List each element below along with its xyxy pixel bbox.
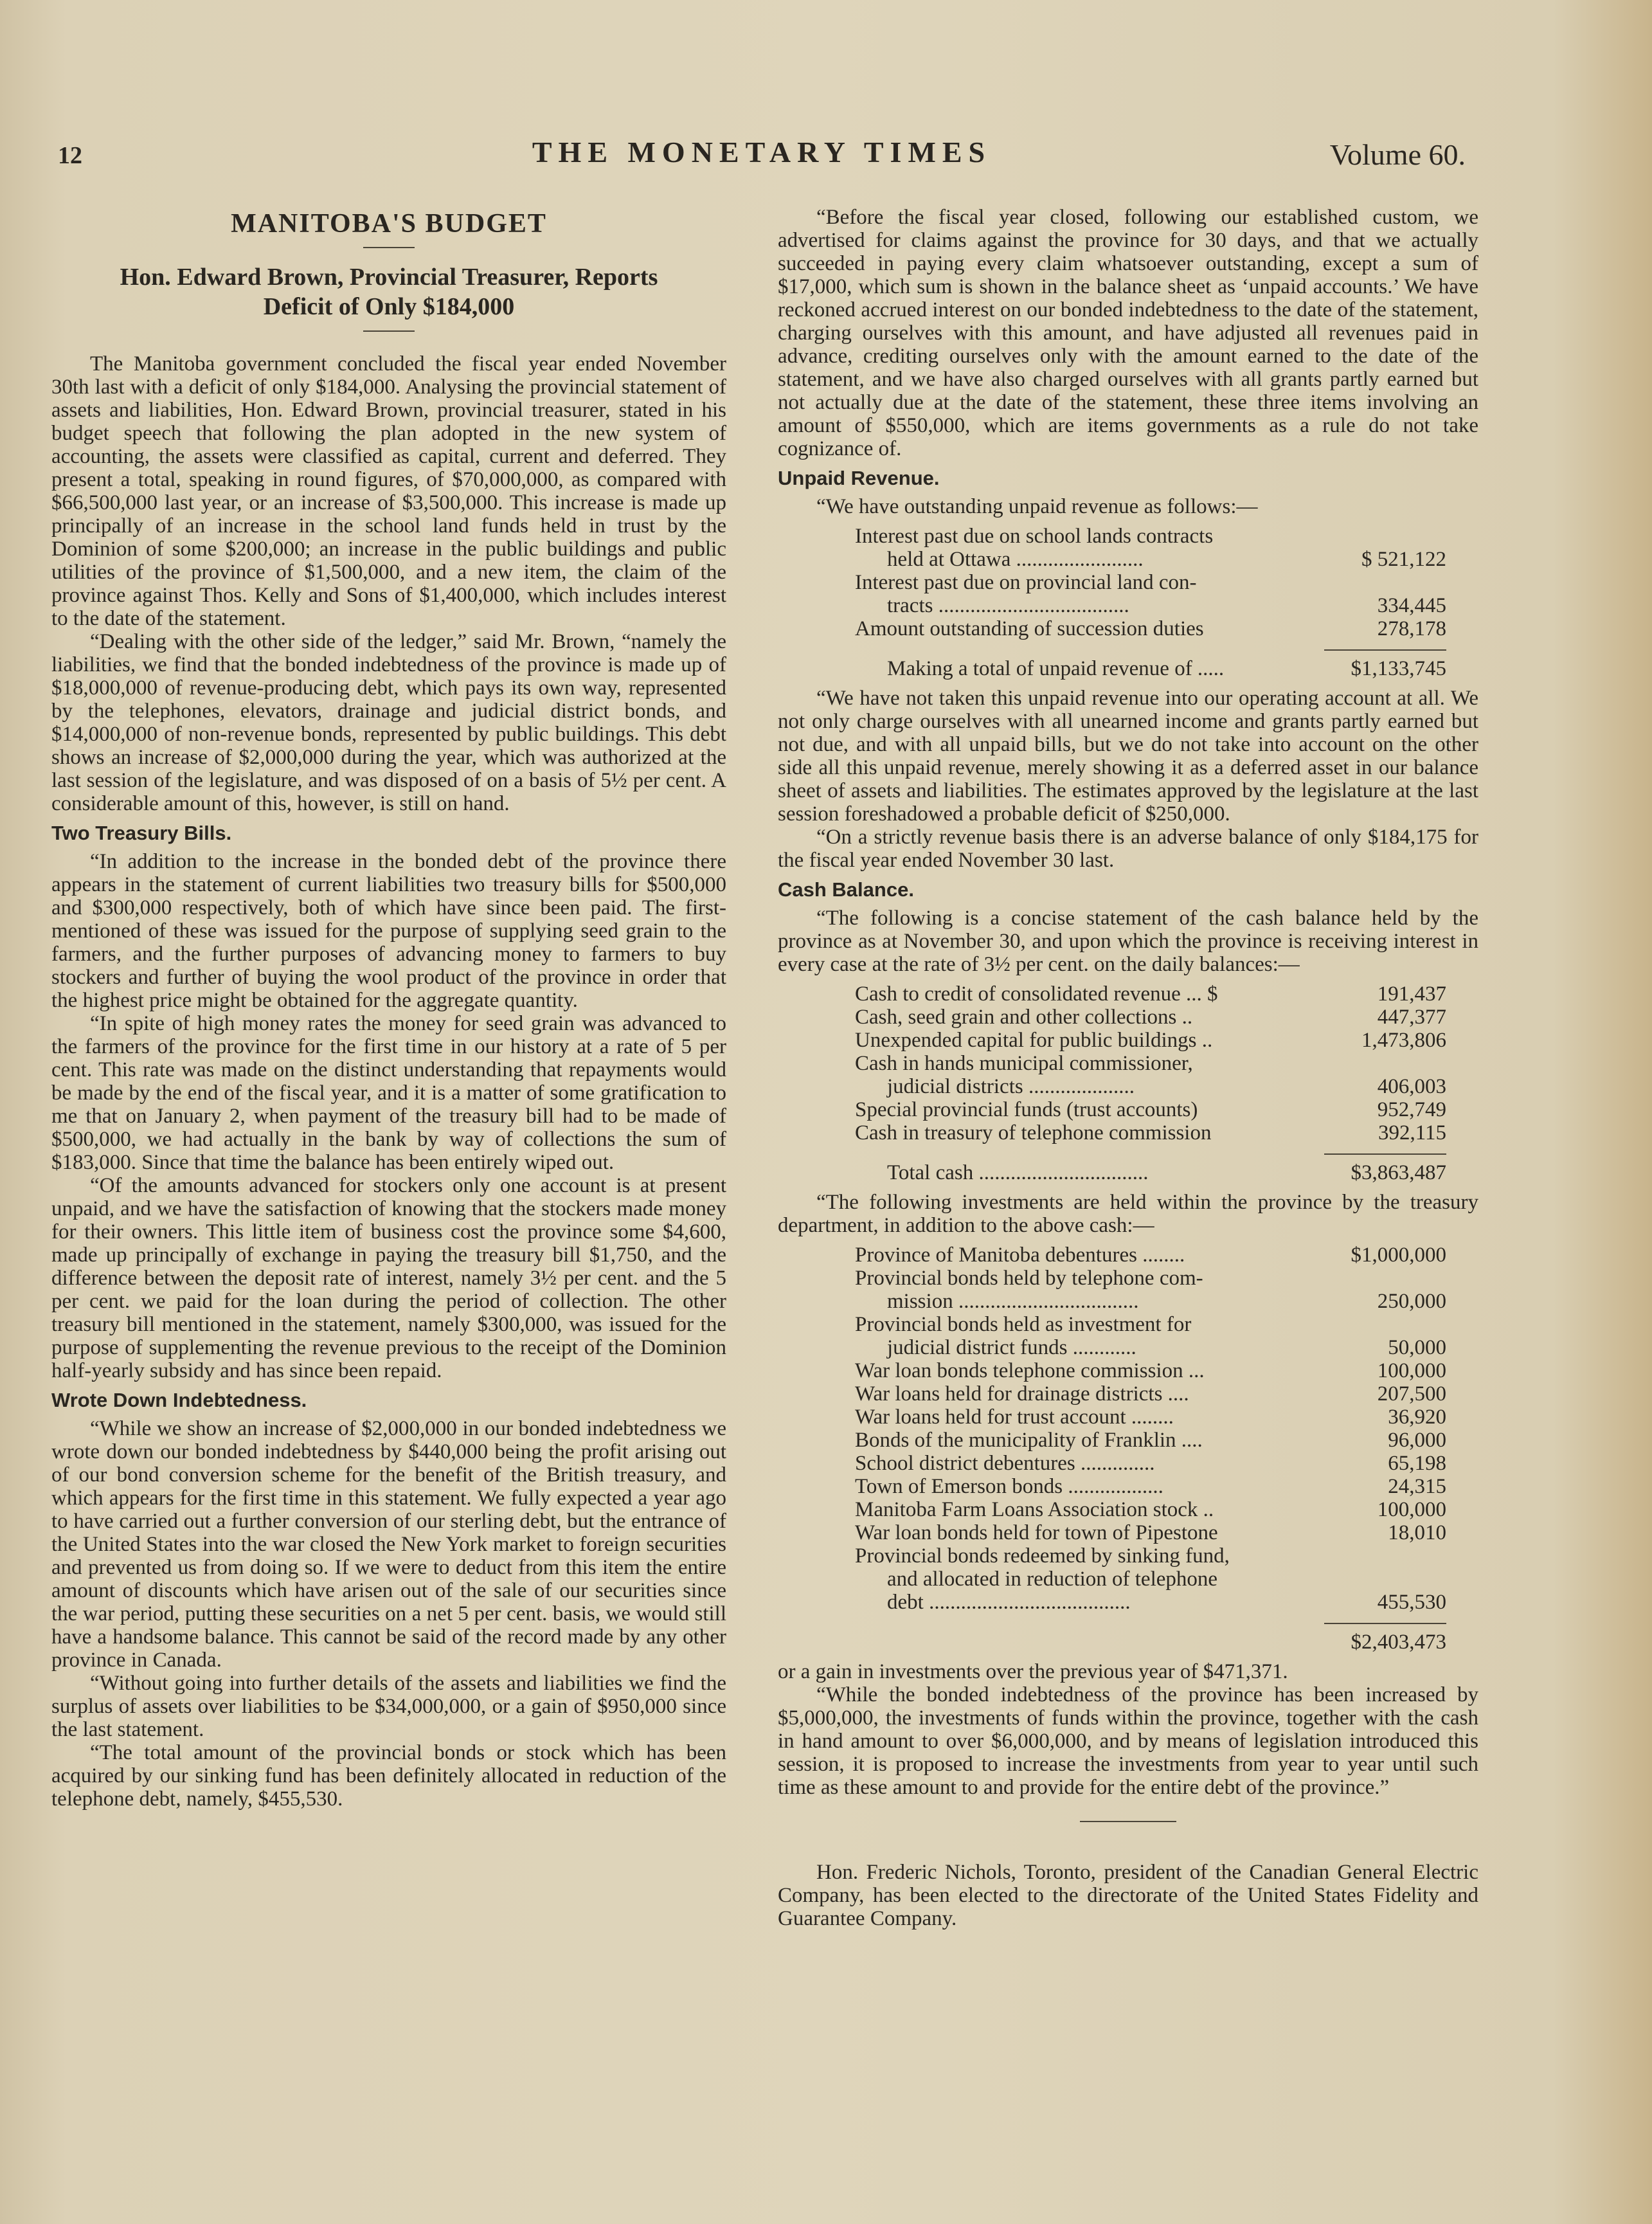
title-rule: [363, 247, 415, 248]
ledger-label: Interest past due on school lands contracts: [855, 525, 1214, 548]
ledger-label: Cash in treasury of telephone commission: [855, 1121, 1212, 1144]
ledger-total-label: Making a total of unpaid revenue of .....: [887, 657, 1225, 680]
ledger-label: War loan bonds telephone commission ...: [855, 1359, 1205, 1382]
unpaid-revenue-table: [855, 525, 1446, 680]
paragraph: “In spite of high money rates the money for seed grain was advanced to the farmers of the province for the first time in our history at a rate of 5 per cent. This rate was made on the distinct understanding that repayments would be made by the end of the fiscal year, and it is a matter of some gratification to me that on January 2, when payment of the treasury bill had to be made of $500,000, we had actually in the bank by way of collections the sum of $183,000. Since that time the balance has been entirely wiped out.: [51, 1012, 726, 1174]
page-number: 12: [58, 142, 82, 169]
section-heading-unpaid-revenue: Unpaid Revenue.: [778, 467, 940, 489]
ledger-label: Province of Manitoba debentures ........: [855, 1243, 1185, 1267]
ledger-label: Interest past due on provincial land con-: [855, 571, 1197, 594]
paragraph: “Dealing with the other side of the ledger,” said Mr. Brown, “namely the liabilities, we find that the bonded indebtedness of the province is made up of $18,000,000 of revenue-producing debt, which pays its own way, represented by the telephones, elevators, drainage and judicial district bonds, and $14,000,000 of non-revenue bonds, represented by public buildings. This debt shows an increase of $2,000,000 during the year, which was authorized at the last session of the legislature, and was disposed of on a basis of 5½ per cent. A considerable amount of this, however, is still on hand.: [51, 630, 726, 815]
ledger-label: School district debentures ..............: [855, 1452, 1155, 1475]
left-column: [51, 206, 726, 1811]
ledger-row: [855, 594, 1446, 617]
paragraph: “Without going into further details of the assets and liabilities we find the surplus of assets over liabilities to be $34,000,000, or a gain of $950,000 since the last statement.: [51, 1672, 726, 1741]
article-end-rule: [1080, 1821, 1176, 1822]
news-note: Hon. Frederic Nichols, Toronto, president of the Canadian General Electric Company, has been elected to the directorate of the United States Fidelity and Guarantee Company.: [778, 1861, 1478, 1930]
ledger-label: Cash in hands municipal commissioner,: [855, 1052, 1193, 1075]
ledger-amount: 455,530: [1377, 1591, 1446, 1614]
ledger-row: [855, 1290, 1446, 1313]
article-title: MANITOBA'S BUDGET: [231, 209, 547, 239]
ledger-label: Amount outstanding of succession duties: [855, 617, 1204, 640]
ledger-amount: 18,010: [1388, 1521, 1446, 1544]
ledger-amount: $ 521,122: [1361, 548, 1446, 571]
paragraph: “In addition to the increase in the bonded debt of the province there appears in the statement of current liabilities two treasury bills for $500,000 and $300,000 respectively, both of which have since been paid. The first-mentioned of these was issued for the purpose of supplying seed grain to the farmers, and the further purposes of advancing money to farmers to buy stockers and further of buying the wool product of the province in order that the highest price might be obtained for the aggregate quantity.: [51, 850, 726, 1012]
paragraph: “While we show an increase of $2,000,000 in our bonded indebtedness we wrote down our bonded indebtedness by $440,000 being the profit arising out of our bond conversion scheme for the benefit of the British treasury, and which appears for the first time in this statement. We fully expected a year ago to have carried out a further conversion of our sterling debt, but the entrance of the United States into the war closed the New York market to foreign securities and prevented us from doing so. If we were to deduct from this item the entire amount of discounts which have arisen out of the sale of our securities since the war period, putting these securities on a net 5 per cent. basis, we would still have a handsome balance. This cannot be said of the record made by any other province in Canada.: [51, 1417, 726, 1672]
ledger-amount: 250,000: [1377, 1290, 1446, 1313]
subtitle-rule: [363, 330, 415, 332]
ledger-label: Cash, seed grain and other collections ..: [855, 1006, 1193, 1029]
ledger-total-label: Total cash ................................: [887, 1161, 1149, 1184]
ledger-amount: 96,000: [1388, 1429, 1446, 1452]
ledger-row: [855, 1121, 1446, 1144]
ledger-amount: 278,178: [1377, 617, 1446, 640]
ledger-total-row: [855, 1631, 1446, 1654]
ledger-amount: 100,000: [1377, 1498, 1446, 1521]
ledger-row: [855, 1336, 1446, 1359]
paragraph: “The following investments are held within the province by the treasury department, in addition to the above cash:—: [778, 1191, 1478, 1237]
section-heading-cash-balance: Cash Balance.: [778, 878, 914, 901]
ledger-row: [855, 1498, 1446, 1521]
ledger-row: [855, 548, 1446, 571]
ledger-total-row: [855, 1161, 1446, 1184]
ledger-amount: 50,000: [1388, 1336, 1446, 1359]
ledger-label: Cash to credit of consolidated revenue ... $: [855, 982, 1218, 1006]
ledger-row: [855, 1075, 1446, 1098]
ledger-row: [855, 617, 1446, 640]
paragraph: or a gain in investments over the previous year of $471,371.: [778, 1660, 1288, 1683]
ledger-label: War loans held for drainage districts ....: [855, 1382, 1189, 1406]
ledger-row: [855, 1521, 1446, 1544]
investments-table: [855, 1243, 1446, 1654]
ledger-total-row: [855, 657, 1446, 680]
ledger-row: [855, 982, 1446, 1006]
ledger-row: [855, 1475, 1446, 1498]
journal-title: THE MONETARY TIMES: [532, 136, 992, 168]
ledger-label: Bonds of the municipality of Franklin ....: [855, 1429, 1203, 1452]
subtitle-line-1: Hon. Edward Brown, Provincial Treasurer, Reports: [120, 264, 658, 291]
ledger-total-amount: $2,403,473: [1351, 1631, 1446, 1654]
ledger-label: War loans held for trust account ........: [855, 1406, 1174, 1429]
ledger-label: Unexpended capital for public buildings ..: [855, 1029, 1213, 1052]
ledger-amount: 1,473,806: [1361, 1029, 1446, 1052]
ledger-row: [855, 1406, 1446, 1429]
ledger-amount: 392,115: [1378, 1121, 1446, 1144]
ledger-row: [855, 1006, 1446, 1029]
ledger-amount: 207,500: [1377, 1382, 1446, 1406]
paragraph: “The following is a concise statement of the cash balance held by the province as at November 30, and upon which the province is receiving interest in every case at the rate of 3½ per cent. on the daily balances:—: [778, 907, 1478, 976]
right-column: [778, 206, 1478, 1930]
ledger-row: [855, 1452, 1446, 1475]
ledger-amount: 334,445: [1377, 594, 1446, 617]
ledger-row: [855, 1591, 1446, 1614]
ledger-amount: 952,749: [1377, 1098, 1446, 1121]
running-header: [58, 135, 1466, 174]
ledger-label: judicial districts ....................: [887, 1075, 1135, 1098]
ledger-label: mission ..................................: [887, 1290, 1139, 1313]
ledger-label: Special provincial funds (trust accounts): [855, 1098, 1198, 1121]
ledger-label: Town of Emerson bonds ..................: [855, 1475, 1163, 1498]
paragraph: “On a strictly revenue basis there is an adverse balance of only $184,175 for the fiscal year ended November 30 last.: [778, 826, 1478, 872]
ledger-label: Provincial bonds held by telephone com-: [855, 1267, 1203, 1290]
ledger-amount: 100,000: [1377, 1359, 1446, 1382]
section-heading-treasury-bills: Two Treasury Bills.: [51, 822, 232, 844]
ledger-label: debt ......................................: [887, 1591, 1131, 1614]
cash-balance-table: [855, 982, 1446, 1184]
paragraph: “Of the amounts advanced for stockers only one account is at present unpaid, and we have the satisfaction of knowing that the stockers made money for their owners. This little item of business cost the province some $4,600, made up principally of exchange in paying the treasury bill $1,750, and the difference between the deposit rate of interest, namely 3½ per cent. and the 5 per cent. we paid for the loan during the period of collection. The other treasury bill mentioned in the statement, namely $300,000, was issued for the purpose of supplementing the revenue previous to the receipt of the Dominion half-yearly subsidy and has since been repaid.: [51, 1174, 726, 1382]
ledger-row: [855, 1267, 1446, 1290]
ledger-row: [855, 525, 1446, 548]
ledger-amount: 36,920: [1388, 1406, 1446, 1429]
volume-label: Volume 60.: [1329, 138, 1466, 171]
ledger-total-amount: $1,133,745: [1351, 657, 1446, 680]
total-rule: [1324, 649, 1446, 651]
subtitle-line-2: Deficit of Only $184,000: [263, 293, 515, 320]
ledger-row: [855, 1029, 1446, 1052]
paragraph: “While the bonded indebtedness of the province has been increased by $5,000,000, the investments of funds within the province, together with the cash in hand amount to over $6,000,000, and by means of legislation introduced this session, it is proposed to increase the investments from year to year until such time as these amount to and provide for the entire debt of the province.”: [778, 1683, 1478, 1799]
ledger-row: [855, 1098, 1446, 1121]
ledger-label: War loan bonds held for town of Pipestone: [855, 1521, 1218, 1544]
ledger-label: Provincial bonds redeemed by sinking fund,: [855, 1544, 1230, 1568]
ledger-row: [855, 1544, 1446, 1568]
ledger-row: [855, 1052, 1446, 1075]
ledger-label: judicial district funds ............: [887, 1336, 1136, 1359]
ledger-amount: $1,000,000: [1351, 1243, 1446, 1267]
total-rule: [1324, 1623, 1446, 1624]
paragraph: “Before the fiscal year closed, following our established custom, we advertised for claims against the province for 30 days, and that we actually succeeded in paying every claim whatsoever outstanding, except a sum of $17,000, which sum is shown in the balance sheet as ‘unpaid accounts.’ We have reckoned accrued interest on our bonded indebtedness to the date of the statement, charging ourselves with this amount, and have adjusted all revenues paid in advance, crediting ourselves only with the amount earned to the date of the statement, and we have also charged ourselves with all grants partly earned but not actually due at the date of the statement, these three items involving an amount of $550,000, which are items governments as a rule do not take cognizance of.: [778, 206, 1478, 460]
paragraph: The Manitoba government concluded the fiscal year ended November 30th last with a deficit of only $184,000. Analysing the provincial statement of assets and liabilities, Hon. Edward Brown, provincial treasurer, stated in his budget speech that following the plan adopted in the new system of accounting, the assets were classified as capital, current and deferred. They present a total, speaking in round figures, of $70,000,000, as compared with $66,500,000 last year, or an increase of $3,500,000. This increase is made up principally of an increase in the school land funds held in trust by the Dominion of some $200,000; an increase in the public buildings and public utilities of the province of $1,500,000, and a new item, the claim of the province against Thos. Kelly and Sons of $1,400,000, which includes interest to the date of the statement.: [51, 352, 726, 630]
ledger-label: held at Ottawa ........................: [887, 548, 1144, 571]
ledger-label: Provincial bonds held as investment for: [855, 1313, 1192, 1336]
ledger-total-amount: $3,863,487: [1351, 1161, 1446, 1184]
paragraph: “The total amount of the provincial bonds or stock which has been acquired by our sinking fund has been definitely allocated in reduction of the telephone debt, namely, $455,530.: [51, 1741, 726, 1811]
ledger-amount: 406,003: [1377, 1075, 1446, 1098]
ledger-amount: 447,377: [1377, 1006, 1446, 1029]
ledger-amount: 65,198: [1388, 1452, 1446, 1475]
paragraph: “We have outstanding unpaid revenue as follows:—: [816, 495, 1258, 518]
ledger-amount: 24,315: [1388, 1475, 1446, 1498]
ledger-row: [855, 1382, 1446, 1406]
ledger-label: and allocated in reduction of telephone: [887, 1568, 1218, 1591]
ledger-row: [855, 1313, 1446, 1336]
ledger-label: tracts ....................................: [887, 594, 1129, 617]
paragraph: “We have not taken this unpaid revenue into our operating account at all. We not only charge ourselves with all unearned income and grants partly earned but not due, and with all unpaid bills, but we do not take into account on the other side all this unpaid revenue, merely showing it as a deferred asset in our balance sheet of assets and liabilities. The estimates approved by the legislature at the last session foreshadowed a probable deficit of $250,000.: [778, 687, 1478, 826]
ledger-row: [855, 1429, 1446, 1452]
ledger-row: [855, 571, 1446, 594]
section-heading-indebtedness: Wrote Down Indebtedness.: [51, 1389, 307, 1411]
ledger-amount: 191,437: [1377, 982, 1446, 1006]
ledger-row: [855, 1243, 1446, 1267]
ledger-label: Manitoba Farm Loans Association stock ..: [855, 1498, 1214, 1521]
ledger-row: [855, 1359, 1446, 1382]
total-rule: [1324, 1153, 1446, 1155]
ledger-row: [855, 1568, 1446, 1591]
